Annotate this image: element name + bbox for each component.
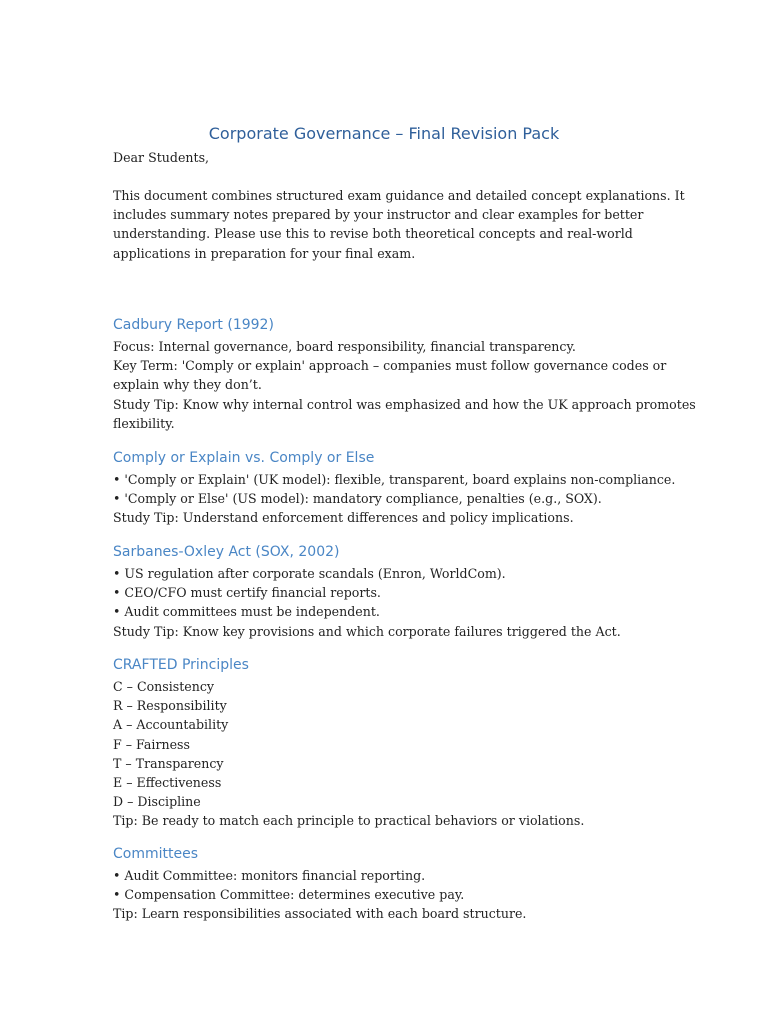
section-line: C – Consistency [113, 679, 215, 694]
section-line: Focus: Internal governance, board responsibility, financial transparency. [113, 339, 576, 354]
section-line: D – Discipline [113, 794, 201, 810]
section-heading: Comply or Explain vs. Comply or Else [113, 450, 375, 466]
section-heading: Committees [113, 846, 199, 862]
section-line: Study Tip: Understand enforcement differences and policy implications. [113, 510, 574, 526]
section-line: flexibility. [113, 415, 175, 431]
intro-line: understanding. Please use this to revise both theoretical concepts and real-world [113, 226, 633, 242]
section-line: explain why they don’t. [113, 377, 262, 393]
section-line: T – Transparency [113, 755, 224, 771]
intro-line: applications in preparation for your final exam. [113, 245, 416, 261]
section-line: Study Tip: Know key provisions and which corporate failures triggered the Act. [113, 623, 621, 639]
section-heading: CRAFTED Principles [113, 657, 249, 673]
intro-paragraph [113, 186, 685, 263]
section-line: Tip: Learn responsibilities associated with each board structure. [113, 906, 527, 922]
section-line: • Audit Committee: monitors financial reporting. [113, 868, 426, 883]
section-line: E – Effectiveness [113, 775, 222, 791]
section-line: • US regulation after corporate scandals (Enron, WorldCom). [113, 566, 506, 581]
section-crafted [113, 655, 658, 831]
section-line: A – Accountability [113, 717, 229, 733]
section-line: • 'Comply or Else' (US model): mandatory compliance, penalties (e.g., SOX). [113, 491, 602, 507]
section-line: R – Responsibility [113, 698, 227, 714]
section-line: • 'Comply or Explain' (UK model): flexible, transparent, board explains non-compliance. [113, 472, 676, 487]
section-line: Tip: Be ready to match each principle to practical behaviors or violations. [113, 813, 585, 829]
section-cadbury [113, 315, 696, 433]
document-title: Corporate Governance – Final Revision Pack [208, 124, 560, 143]
greeting: Dear Students, [113, 150, 210, 165]
section-comply [113, 448, 676, 528]
section-heading: Cadbury Report (1992) [113, 317, 274, 333]
greeting-block [113, 148, 658, 167]
section-committees [113, 844, 658, 924]
section-sox [113, 542, 658, 641]
section-line: • Audit committees must be independent. [113, 604, 380, 620]
section-line: • Compensation Committee: determines executive pay. [113, 887, 465, 903]
section-line: Key Term: 'Comply or explain' approach – companies must follow governance codes or [113, 358, 667, 374]
section-line: F – Fairness [113, 736, 190, 752]
section-heading: Sarbanes-Oxley Act (SOX, 2002) [113, 544, 340, 560]
section-line: • CEO/CFO must certify financial reports. [113, 585, 381, 601]
section-line: Study Tip: Know why internal control was emphasized and how the UK approach promotes [113, 396, 696, 412]
intro-line: This document combines structured exam guidance and detailed concept explanations. It [113, 188, 685, 203]
intro-line: includes summary notes prepared by your instructor and clear examples for better [113, 207, 644, 223]
